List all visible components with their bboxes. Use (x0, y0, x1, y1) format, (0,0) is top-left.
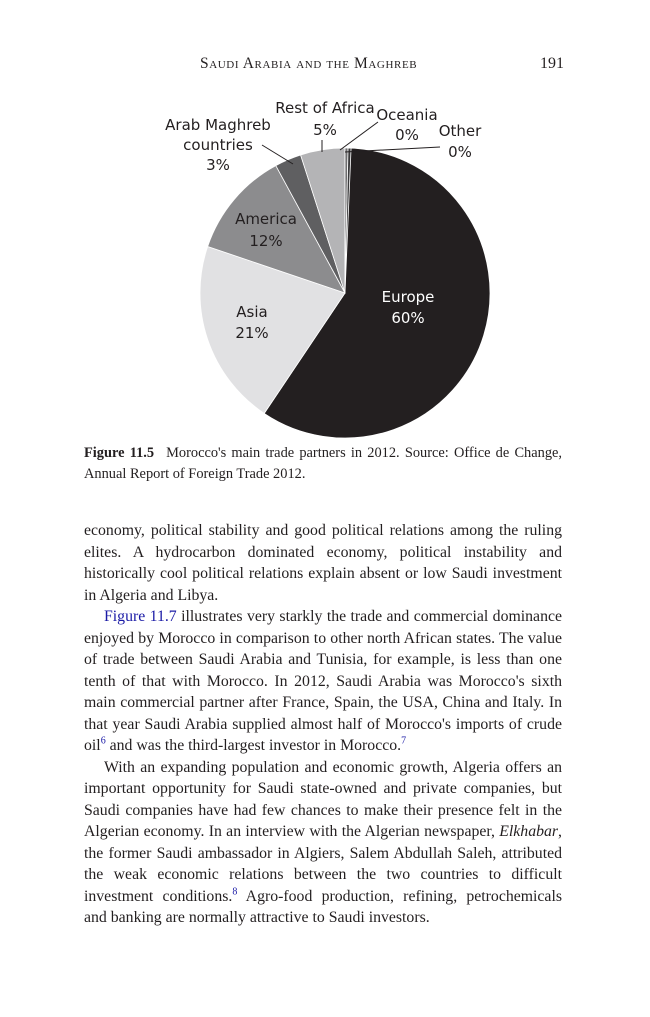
label-asia-value: 21% (235, 324, 269, 342)
running-head (0, 55, 650, 77)
label-rest-of-africa-name: Rest of Africa (275, 99, 375, 117)
paragraph-3-text-b: , the former Saudi ambassador in Algiers, Salem Abdullah Saleh, attributed the weak economic relations between the two countries to difficult investment conditions. (84, 823, 562, 905)
label-other-name: Other (438, 122, 482, 140)
label-arab-maghreb-value: 3% (206, 156, 230, 174)
running-head-title: Saudi Arabia and the Maghreb (200, 55, 418, 72)
label-europe-value: 60% (391, 309, 425, 327)
paragraph-3-text-c: Agro-food production, refining, petrochemicals and banking are normally attractive to Saudi investors. (84, 887, 562, 926)
figure-label: Figure 11.5 (84, 445, 155, 461)
body-text (84, 520, 562, 929)
paragraph-3 (84, 757, 562, 929)
paragraph-2-text-b: and was the third-largest investor in Morocco. (105, 737, 402, 754)
label-america-name: America (235, 210, 297, 228)
footnote-ref-8[interactable]: 8 (232, 886, 238, 898)
pie-chart (0, 90, 650, 445)
label-europe-name: Europe (381, 288, 435, 306)
paragraph-1: economy, political stability and good political relations among the ruling elites. A hydrocarbon dominated economy, political instability and historically cool political relations explain absent or low Saudi investment in Algeria and Libya. (84, 522, 562, 604)
label-oceania-value: 0% (395, 126, 419, 144)
paragraph-2 (84, 606, 562, 757)
footnote-ref-6[interactable]: 6 (100, 735, 106, 747)
leader-line-oceania (340, 122, 378, 150)
label-oceania-name: Oceania (376, 106, 438, 124)
paragraph-2-text-a: illustrates very starkly the trade and commercial dominance enjoyed by Morocco in comparison to other north African states. The value of trade between Saudi Arabia and Tunisia, for example, is less than one tenth of that with Morocco. In 2012, Saudi Arabia was Morocco's sixth main commercial partner after France, Spain, the USA, China and Italy. In that year Saudi Arabia supplied almost half of Morocco's imports of crude oil (84, 608, 562, 754)
label-arab-maghreb-line1: Arab Maghreb (165, 116, 271, 134)
leader-line-arab-maghreb (262, 145, 293, 164)
label-rest-of-africa-value: 5% (313, 121, 337, 139)
label-america-value: 12% (249, 232, 283, 250)
footnote-ref-7[interactable]: 7 (401, 735, 407, 747)
label-other-value: 0% (448, 143, 472, 161)
figure-caption-text: Morocco's main trade partners in 2012. Source: Office de Change, Annual Report of Foreign Trade 2012. (84, 445, 562, 482)
label-arab-maghreb-line2: countries (183, 136, 253, 154)
figure-reference-link[interactable]: Figure 11.7 (104, 608, 177, 625)
label-asia-name: Asia (236, 303, 268, 321)
figure-caption (84, 443, 562, 485)
paragraph-3-text-a: With an expanding population and economic growth, Algeria offers an important opportunity for Saudi state-owned and private companies, but Saudi companies have had few chances to make their presence felt in the Algerian economy. In an interview with the Algerian newspaper, (84, 758, 562, 840)
page-number: 191 (540, 55, 564, 72)
newspaper-name: Elkhabar (499, 823, 559, 840)
